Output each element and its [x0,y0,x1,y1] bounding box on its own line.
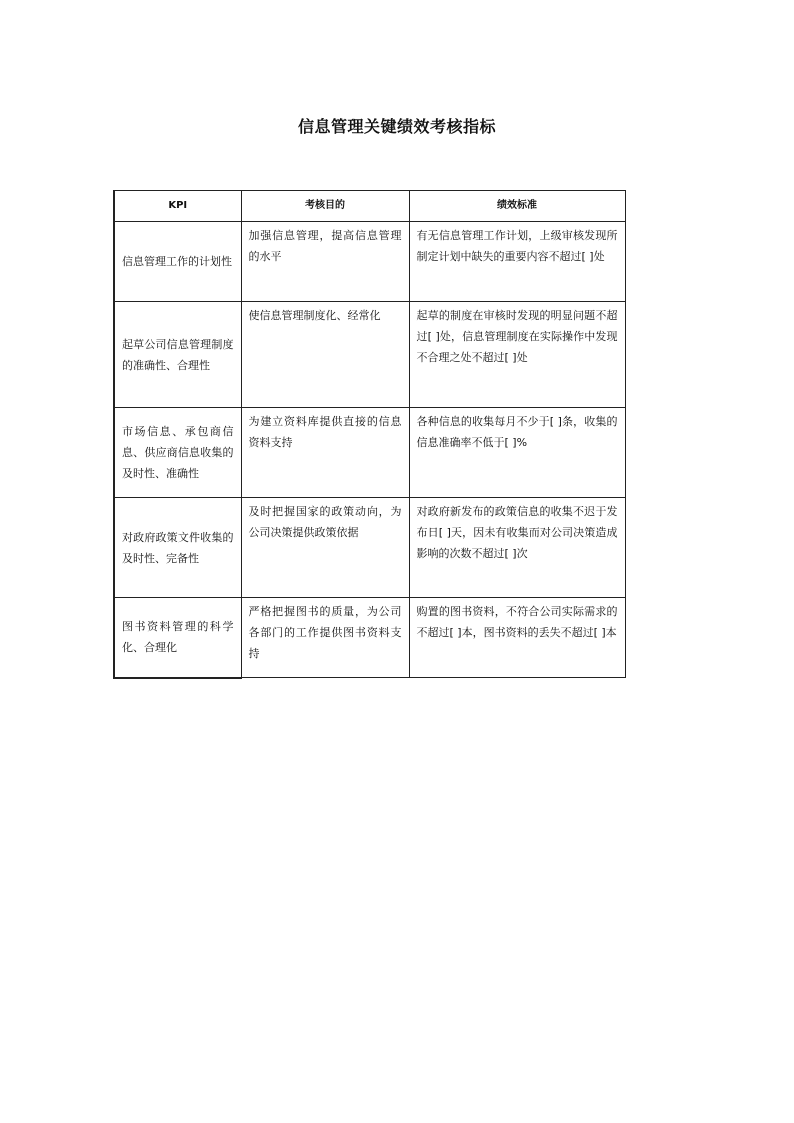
goal-cell: 加强信息管理，提高信息管理的水平 [241,222,409,302]
goal-cell: 及时把握国家的政策动向，为公司决策提供政策依据 [241,498,409,598]
goal-cell: 严格把握图书的质量，为公司各部门的工作提供图书资料支持 [241,598,409,678]
standard-cell: 起草的制度在审核时发现的明显问题不超过[ ]处，信息管理制度在实际操作中发现不合理之处不超过[ ]处 [409,302,625,408]
header-kpi: KPI [114,191,241,222]
kpi-table [113,190,626,679]
goal-cell: 使信息管理制度化、经常化 [241,302,409,408]
header-standard: 绩效标准 [409,191,625,222]
table-row [114,408,625,498]
table-row [114,302,625,408]
table-row [114,598,625,678]
standard-cell: 有无信息管理工作计划，上级审核发现所制定计划中缺失的重要内容不超过[ ]处 [409,222,625,302]
kpi-cell: 对政府政策文件收集的及时性、完备性 [114,498,241,598]
kpi-cell: 起草公司信息管理制度的准确性、合理性 [114,302,241,408]
kpi-cell: 信息管理工作的计划性 [114,222,241,302]
table-row [114,498,625,598]
kpi-cell: 图书资料管理的科学化、合理化 [114,598,241,678]
standard-cell: 对政府新发布的政策信息的收集不迟于发布日[ ]天，因未有收集而对公司决策造成影响的次数不超过[ ]次 [409,498,625,598]
standard-cell: 各种信息的收集每月不少于[ ]条，收集的信息准确率不低于[ ]% [409,408,625,498]
table-header-row [114,191,625,222]
page-title: 信息管理关键绩效考核指标 [297,117,496,136]
table-row [114,222,625,302]
header-goal: 考核目的 [241,191,409,222]
kpi-cell: 市场信息、承包商信息、供应商信息收集的及时性、准确性 [114,408,241,498]
goal-cell: 为建立资料库提供直接的信息资料支持 [241,408,409,498]
standard-cell: 购置的图书资料，不符合公司实际需求的不超过[ ]本，图书资料的丢失不超过[ ]本 [409,598,625,678]
